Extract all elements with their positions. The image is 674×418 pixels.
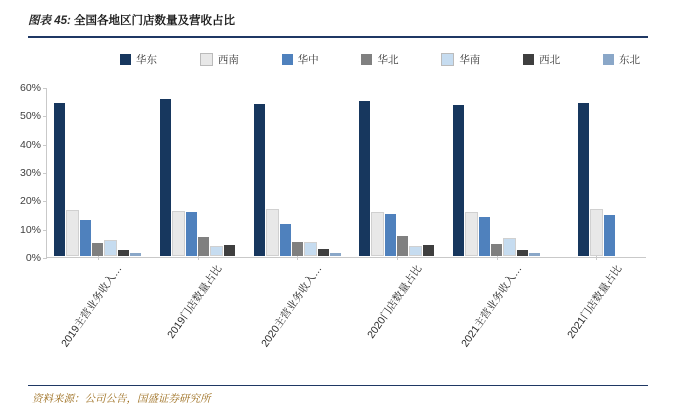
- legend-label: 华东: [136, 54, 157, 66]
- x-axis-tick-label: 2020主营业务收入…: [259, 263, 325, 350]
- bar[interactable]: [172, 211, 185, 256]
- x-axis-tick-label: 2021门店数量占比: [565, 263, 625, 341]
- legend-label: 华中: [297, 54, 319, 66]
- bar[interactable]: [160, 99, 171, 256]
- bar-group: [247, 88, 347, 256]
- plot-area: [19, 82, 646, 264]
- y-axis-tick-mark: [43, 230, 47, 231]
- bar-group: [447, 88, 547, 256]
- bar-group: [546, 88, 646, 256]
- bar[interactable]: [578, 103, 589, 256]
- bar[interactable]: [266, 209, 279, 256]
- legend-item[interactable]: [361, 52, 398, 67]
- exhibit-title-text: 全国各地区门店数量及营收占比: [74, 15, 236, 27]
- x-axis-tick-label: 2019门店数量占比: [165, 263, 225, 341]
- legend-swatch-icon: [282, 54, 293, 65]
- bar-groups: [48, 88, 646, 256]
- bar[interactable]: [210, 246, 223, 256]
- bar[interactable]: [318, 249, 329, 256]
- legend-item[interactable]: [120, 52, 157, 67]
- y-axis-tick-label: 40%: [19, 138, 41, 151]
- legend-swatch-icon: [120, 54, 131, 65]
- y-axis-tick-label: 60%: [19, 82, 41, 94]
- bar[interactable]: [479, 217, 490, 256]
- x-axis-tick-mark: [198, 256, 199, 260]
- y-axis-tick-label: 10%: [19, 223, 41, 236]
- bar[interactable]: [254, 104, 265, 256]
- x-axis-tick-mark: [397, 256, 398, 260]
- source-note: 资料来源：公司公告，国盛证券研究所: [32, 393, 211, 405]
- bar-group: [148, 88, 248, 256]
- legend-swatch-icon: [523, 54, 534, 65]
- bar[interactable]: [503, 238, 516, 256]
- y-axis-tick-mark: [43, 145, 47, 146]
- bar[interactable]: [292, 242, 303, 256]
- bar[interactable]: [423, 245, 434, 256]
- legend-item[interactable]: [200, 52, 239, 67]
- exhibit-label: 图表 45:: [28, 15, 71, 27]
- exhibit-title: [28, 12, 235, 28]
- x-axis-labels: [47, 262, 647, 372]
- bar[interactable]: [604, 215, 615, 256]
- bar[interactable]: [453, 105, 464, 256]
- bar[interactable]: [590, 209, 603, 256]
- bar[interactable]: [92, 243, 103, 256]
- bar[interactable]: [104, 240, 117, 256]
- legend-label: 华南: [459, 54, 481, 66]
- y-axis-tick-mark: [43, 258, 47, 259]
- bar[interactable]: [491, 244, 502, 256]
- legend-swatch-icon: [200, 53, 213, 66]
- axis-box: [19, 82, 646, 264]
- legend-item[interactable]: [441, 52, 480, 67]
- bottom-divider: [28, 385, 648, 387]
- x-axis-tick-mark: [297, 256, 298, 260]
- x-axis-tick-label: 2019主营业务收入…: [59, 263, 125, 350]
- bar[interactable]: [118, 250, 129, 256]
- bar-group: [48, 88, 148, 256]
- x-axis-tick-mark: [98, 256, 99, 260]
- x-axis-tick-mark: [497, 256, 498, 260]
- legend-swatch-icon: [441, 53, 454, 66]
- legend-label: 西南: [217, 54, 239, 66]
- y-axis-tick-mark: [43, 116, 47, 117]
- bar[interactable]: [130, 253, 141, 256]
- y-axis-tick-label: 50%: [19, 110, 41, 123]
- legend-item[interactable]: [603, 52, 640, 67]
- x-axis-tick-label: 2020门店数量占比: [365, 263, 425, 341]
- x-axis-tick-mark: [596, 256, 597, 260]
- bar[interactable]: [80, 220, 91, 256]
- bar[interactable]: [529, 253, 540, 256]
- bar[interactable]: [371, 212, 384, 256]
- legend-item[interactable]: [282, 52, 319, 67]
- legend-swatch-icon: [361, 54, 372, 65]
- y-axis-tick-mark: [43, 88, 47, 89]
- bar[interactable]: [66, 210, 79, 257]
- legend-swatch-icon: [603, 54, 614, 65]
- bar[interactable]: [280, 224, 291, 256]
- bar[interactable]: [385, 214, 396, 256]
- legend-label: 东北: [618, 54, 640, 66]
- bar-group: [347, 88, 447, 256]
- top-divider: [28, 36, 648, 38]
- bar[interactable]: [198, 237, 209, 256]
- bar[interactable]: [54, 103, 65, 257]
- x-axis-tick-label: 2021主营业务收入…: [459, 263, 525, 350]
- y-axis-tick-mark: [43, 201, 47, 202]
- bar[interactable]: [409, 246, 422, 256]
- bar[interactable]: [359, 101, 370, 256]
- y-axis-tick-label: 20%: [19, 195, 41, 208]
- bar[interactable]: [186, 212, 197, 257]
- bar[interactable]: [397, 236, 408, 256]
- y-axis-tick-label: 30%: [19, 167, 41, 179]
- legend-label: 华北: [377, 54, 399, 66]
- y-axis-tick-label: 0%: [25, 252, 41, 264]
- bar[interactable]: [330, 253, 341, 256]
- bar[interactable]: [304, 242, 317, 256]
- bar[interactable]: [224, 245, 235, 256]
- bar[interactable]: [517, 250, 528, 256]
- legend-label: 西北: [539, 54, 561, 66]
- legend-item[interactable]: [523, 52, 560, 67]
- chart-legend: [120, 52, 640, 67]
- bar[interactable]: [465, 212, 478, 256]
- y-axis-tick-mark: [43, 173, 47, 174]
